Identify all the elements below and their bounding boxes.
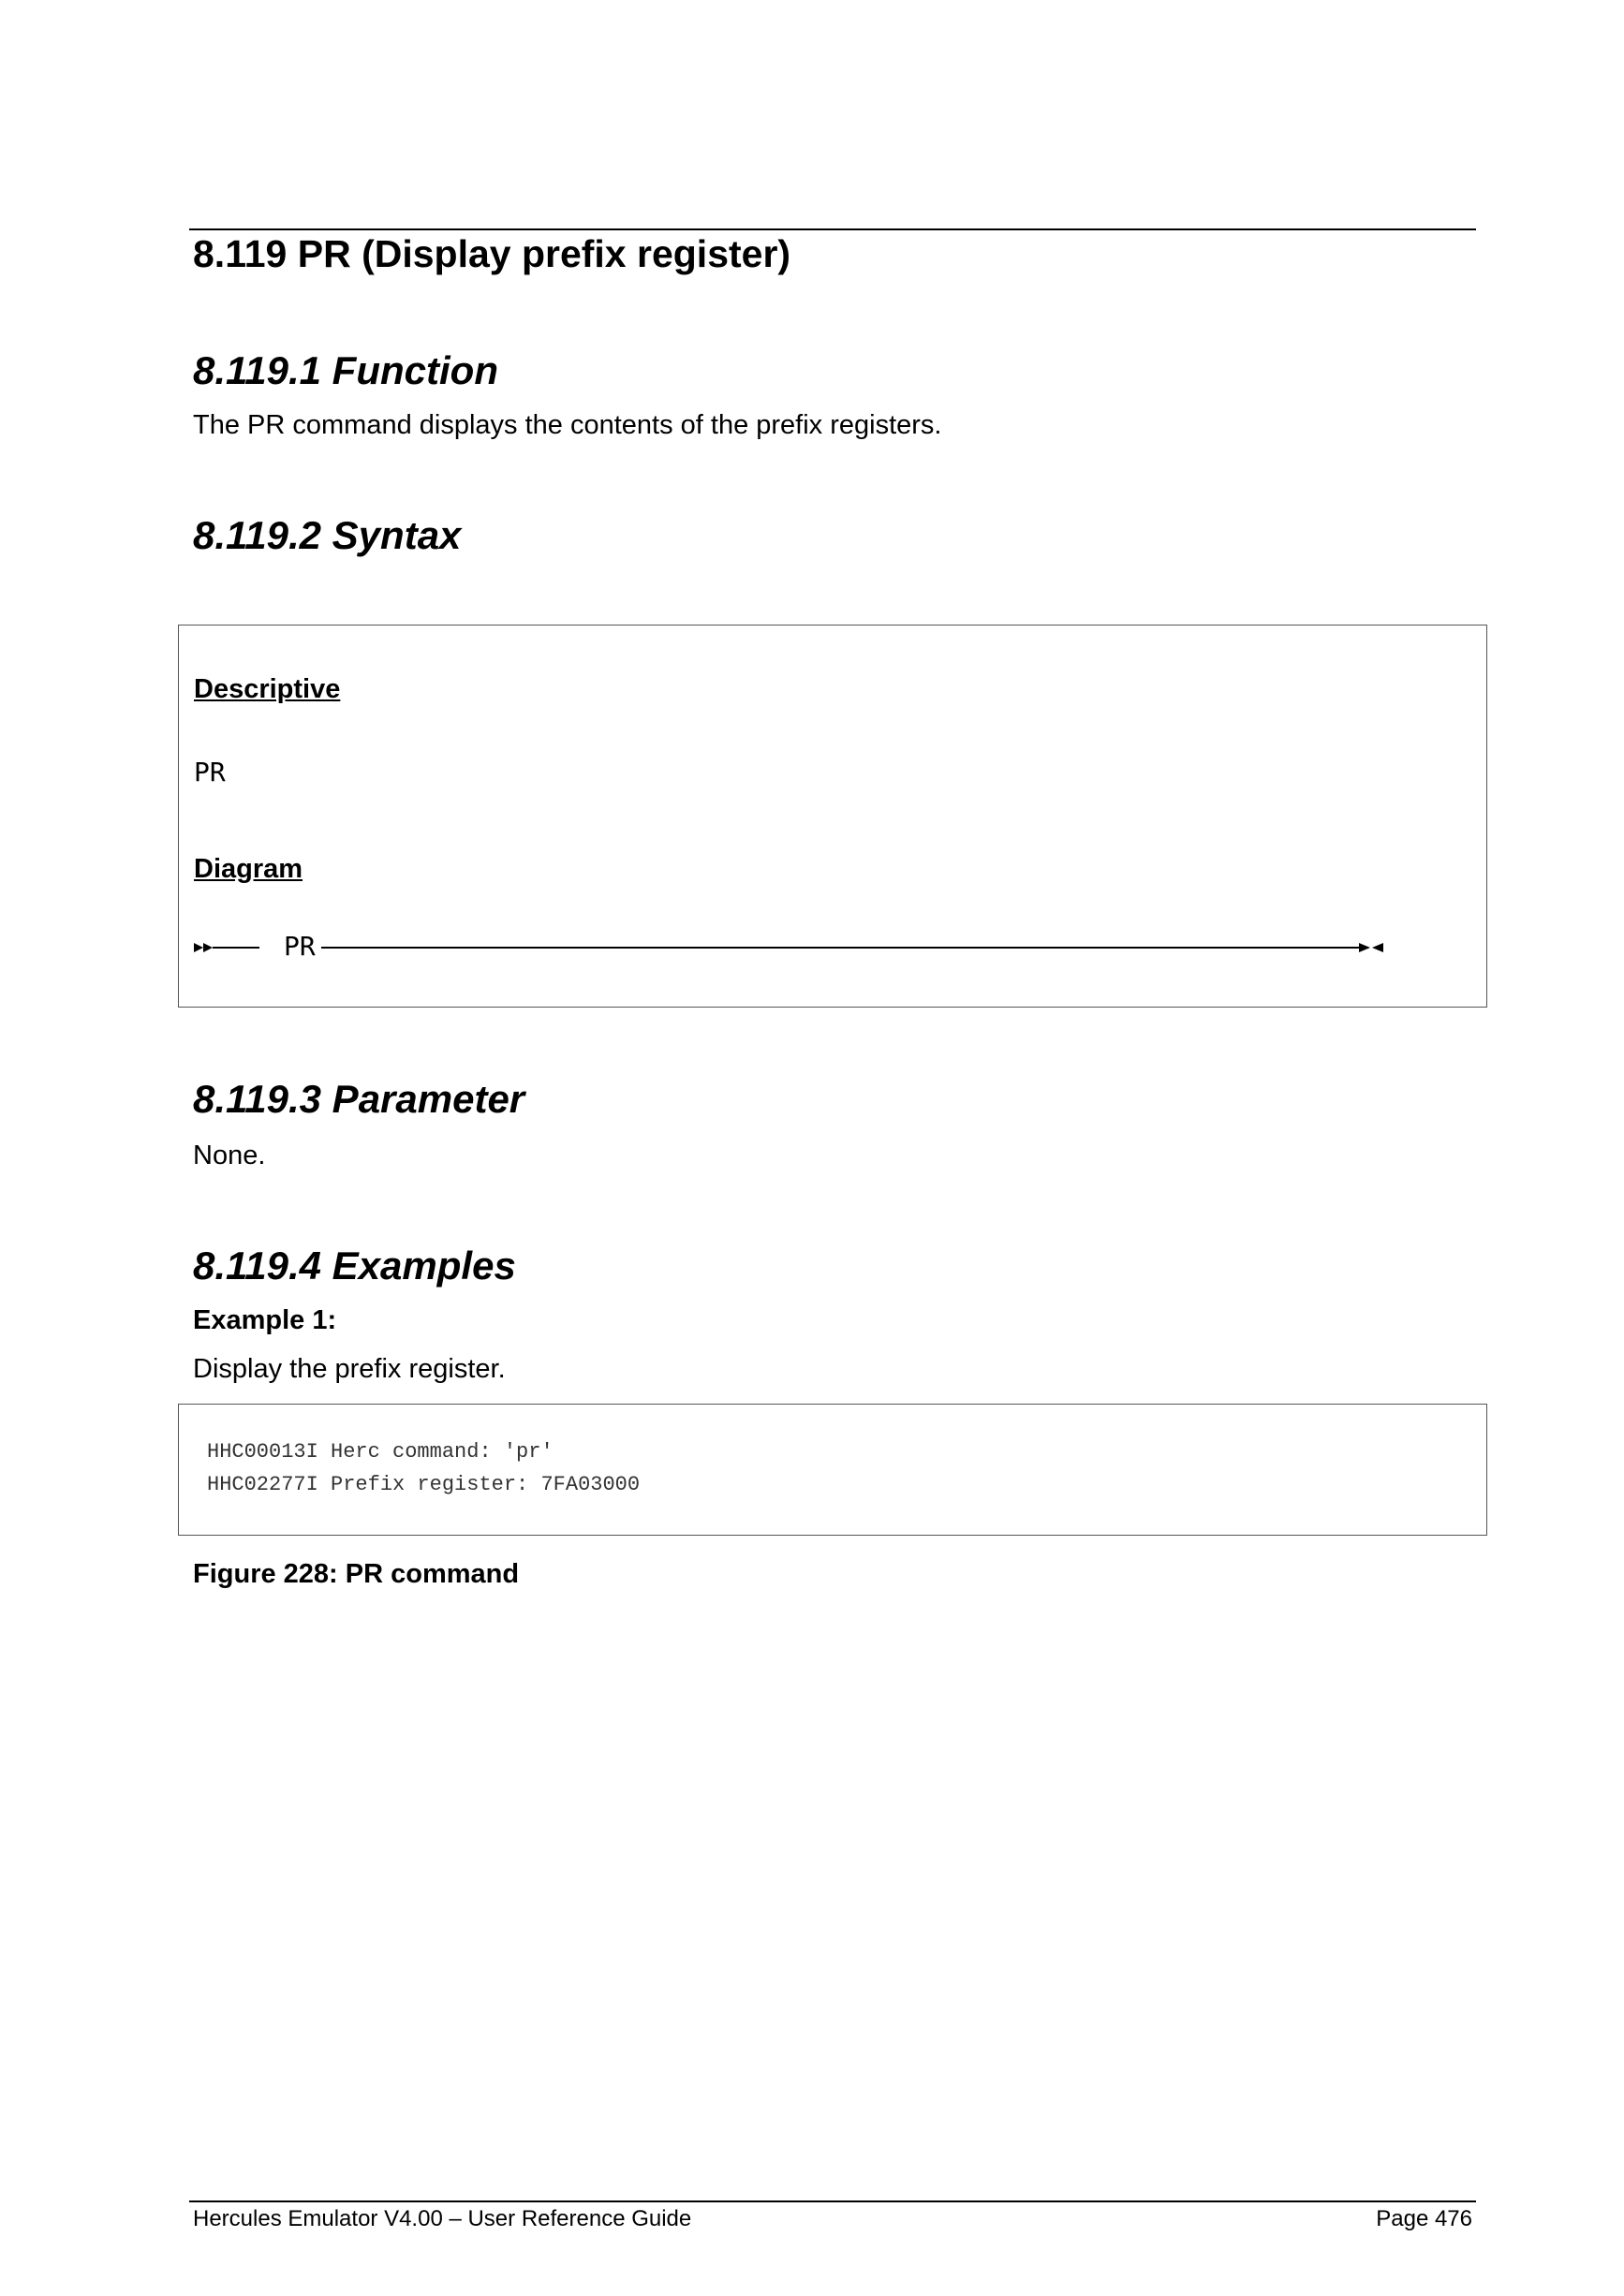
start-arrow-2: [203, 943, 213, 952]
function-text: The PR command displays the contents of the prefix registers.: [193, 410, 942, 440]
examples-heading: 8.119.4 Examples: [193, 1244, 516, 1288]
code-line-1: HHC00013I Herc command: 'pr': [207, 1440, 554, 1464]
syntax-diagram: [194, 931, 1411, 968]
code-box: [178, 1404, 1487, 1536]
parameter-heading: 8.119.3 Parameter: [193, 1077, 525, 1121]
code-line-2: HHC02277I Prefix register: 7FA03000: [207, 1473, 641, 1496]
parameter-text: None.: [193, 1141, 266, 1170]
syntax-heading: 8.119.2 Syntax: [193, 513, 462, 557]
footer-rule: [189, 2200, 1476, 2202]
syntax-box: [178, 625, 1487, 1008]
start-arrow-1: [194, 943, 203, 952]
diagram-label: Diagram: [194, 854, 303, 884]
descriptive-value: PR: [194, 757, 226, 787]
diagram-arrows: [194, 931, 1411, 968]
section-title: 8.119 PR (Display prefix register): [193, 232, 791, 275]
footer-right: Page 476: [1376, 2206, 1472, 2231]
end-arrow-left: [1372, 943, 1383, 952]
figure-caption: Figure 228: PR command: [193, 1559, 520, 1589]
function-heading: 8.119.1 Function: [193, 348, 498, 392]
end-arrow-right: [1359, 943, 1370, 952]
example1-description: Display the prefix register.: [193, 1354, 506, 1384]
header-rule: [189, 228, 1476, 230]
example1-label: Example 1:: [193, 1305, 337, 1335]
footer-left: Hercules Emulator V4.00 – User Reference Guide: [193, 2206, 692, 2231]
diagram-keyword: PR: [284, 931, 316, 962]
descriptive-label: Descriptive: [194, 674, 341, 704]
